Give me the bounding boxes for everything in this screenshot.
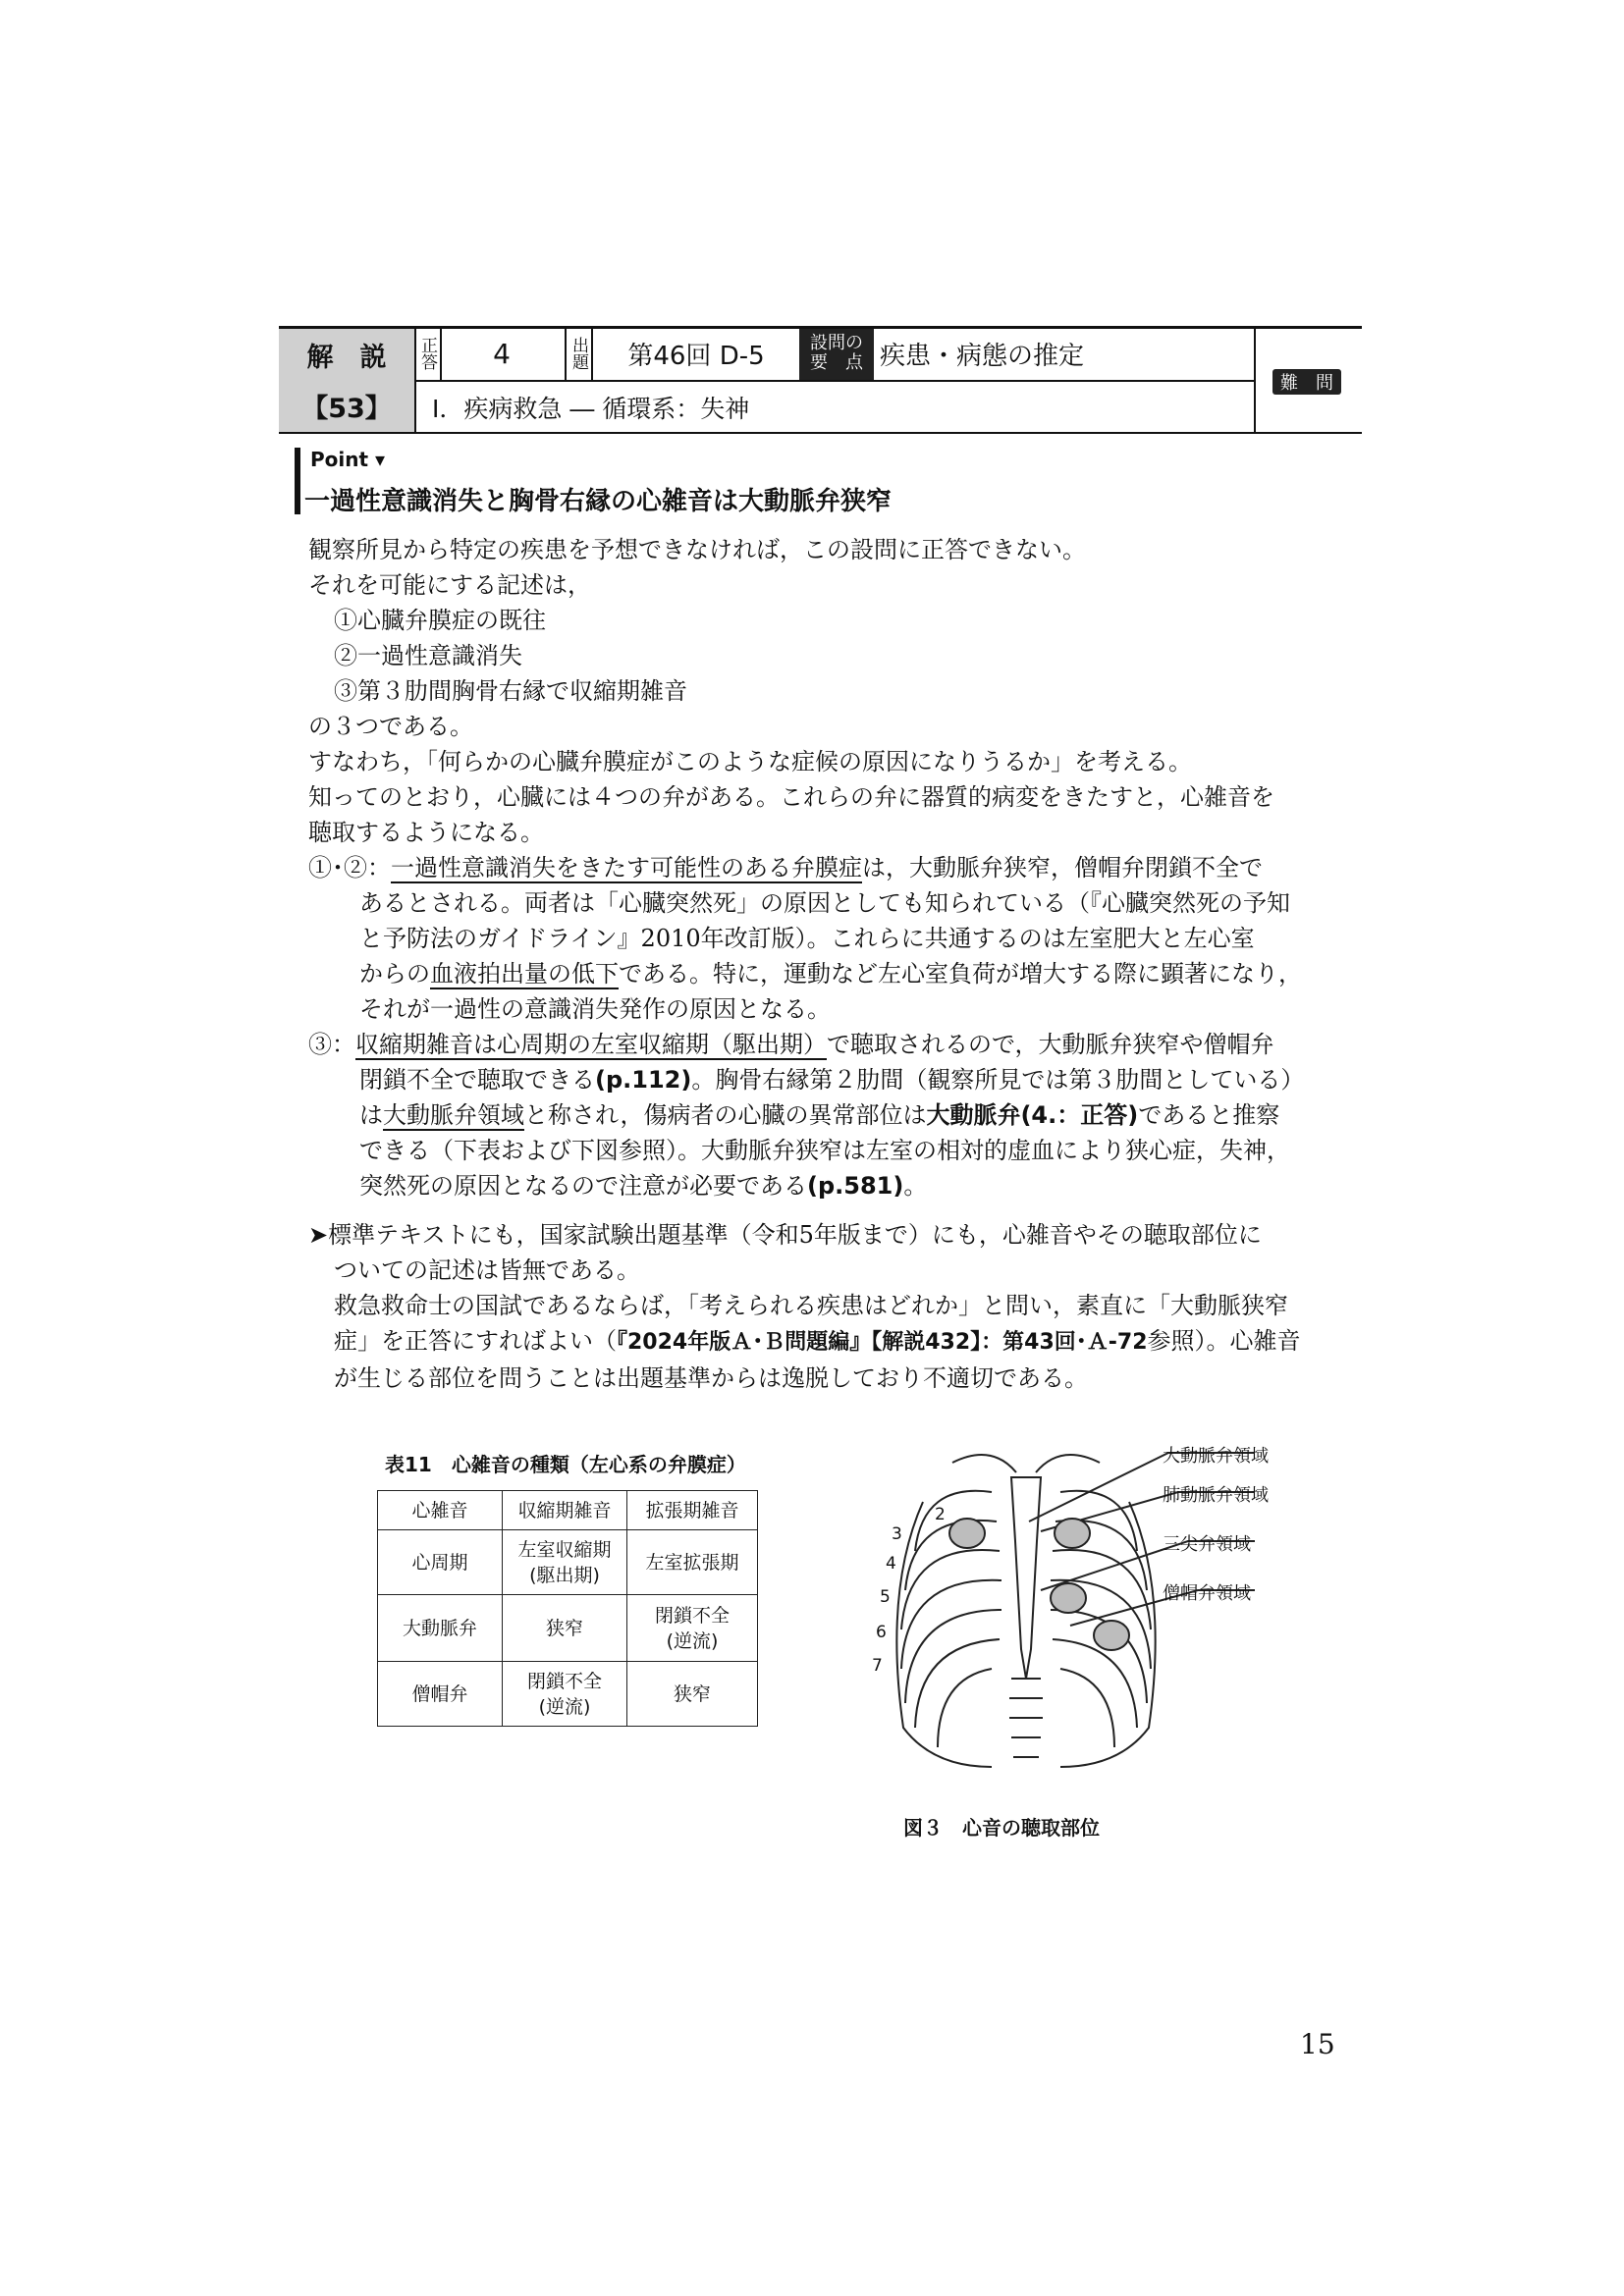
item-3-line: できる（下表および下図参照）。大動脈弁狭窄は左室の相対的虚血により狭心症，失神， [359, 1137, 1290, 1164]
pulmonary-area-marker [1055, 1519, 1090, 1548]
rib-left [901, 1580, 1001, 1669]
rib-number: 3 [892, 1524, 902, 1544]
intro-line: それを可能にする記述は， [308, 571, 591, 599]
intro-line: 観察所見から特定の疾患を予想できなければ，この設問に正答できない。 [308, 536, 1086, 563]
text-span: であると推察 [1138, 1101, 1280, 1129]
underlined-text: 血液拍出量の低下 [430, 960, 619, 988]
table-cell: 左室収縮期 (駆出期) [503, 1530, 627, 1595]
note-line: が生じる部位を問うことは出題基準からは逸脱しており不適切である。 [334, 1364, 1088, 1392]
topic: 疾患・病態の推定 [880, 341, 1085, 371]
setsumon-label: 設問の 要 点 [799, 326, 874, 381]
rib-right [1060, 1669, 1114, 1747]
header-vrule-2 [440, 326, 442, 381]
item-1-2-line [308, 850, 1349, 885]
finding-item: ③第３肋間胸骨右縁で収縮期雑音 [334, 677, 687, 705]
exam-id: 第46回 D-5 [627, 341, 765, 371]
label-mitral-area: 僧帽弁領域 [1163, 1583, 1251, 1604]
text-span: 症」を正答にすればよい（ [334, 1327, 617, 1355]
tricuspid-area-marker [1051, 1583, 1086, 1613]
text-span: 閉鎖不全で聴取できる [359, 1066, 595, 1094]
text-span: 突然死の原因となるので注意が必要である [359, 1172, 807, 1200]
question-number: 【53】 [301, 393, 392, 424]
note-line: 救急救命士の国試であるならば，「考えられる疾患はどれか」と問い，素直に「大動脈狭窄 [334, 1292, 1288, 1319]
item-marker: ①･②： [308, 854, 391, 881]
table-header-cell: 拡張期雑音 [627, 1491, 758, 1530]
note-line [308, 1323, 1359, 1361]
rib-1-left [952, 1455, 1016, 1472]
point-title: 一過性意識消失と胸骨右縁の心雑音は大動脈弁狭窄 [304, 487, 893, 516]
text-span: 。 [903, 1172, 928, 1200]
item-1-2-line: それが一過性の意識消失発作の原因となる。 [359, 995, 831, 1023]
note-line [308, 1217, 1359, 1253]
mitral-area-marker [1094, 1621, 1129, 1650]
arrow-icon: ➤ [308, 1221, 329, 1249]
difficulty-badge: 難 問 [1272, 369, 1341, 395]
text-span: である。特に，運動など左心室負荷が増大する際に顕著になり， [619, 960, 1302, 988]
table-cell: 大動脈弁 [378, 1595, 503, 1662]
table-cell: 左室拡張期 [627, 1530, 758, 1595]
intro-line: すなわち，「何らかの心臓弁膜症がこのような症候の原因になりうるか」を考える。 [308, 748, 1192, 775]
rib-number: 2 [935, 1505, 946, 1524]
intro-line: 知ってのとおり，心臓には４つの弁がある。これらの弁に器質的病変をきたすと，心雑音を [308, 783, 1274, 811]
item-3-line [308, 1097, 1349, 1133]
intro-line: の３つである。 [308, 713, 473, 740]
note-block [308, 1217, 1359, 1396]
text-span: は [359, 1101, 383, 1129]
item-3-line [308, 1168, 1349, 1203]
item-1-2 [308, 850, 1349, 1027]
table-header-cell: 収縮期雑音 [503, 1491, 627, 1530]
underlined-text: 大動脈弁領域 [383, 1101, 524, 1129]
finding-item: ②一過性意識消失 [334, 642, 522, 669]
point-bar [295, 448, 300, 514]
sternum [1011, 1477, 1041, 1679]
item-3-line [308, 1027, 1349, 1062]
header-vrule-1 [414, 326, 416, 434]
note-line: ついての記述は皆無である。 [334, 1256, 640, 1284]
rib-number: 5 [880, 1587, 891, 1607]
bold-answer: (4.：正答) [1020, 1101, 1139, 1129]
text-span: は，大動脈弁狭窄，僧帽弁閉鎖不全で [862, 854, 1263, 881]
text-span: 標準テキストにも，国家試験出題基準（令和5年版まで）にも，心雑音やその聴取部位に [328, 1221, 1262, 1249]
rib-left [915, 1639, 1000, 1728]
header-vrule-3 [565, 326, 567, 381]
table-cell: 狭窄 [627, 1662, 758, 1727]
answer-value: 4 [493, 337, 511, 370]
table-cell: 狭窄 [503, 1595, 627, 1662]
page-number: 15 [1300, 2028, 1335, 2060]
text-span: と称され，傷病者の心臓の異常部位は [524, 1101, 927, 1129]
aortic-area-marker [949, 1519, 985, 1548]
intro-line: 聴取するようになる。 [308, 819, 544, 846]
table-header-cell: 心雑音 [378, 1491, 503, 1530]
table-caption: 表11 心雑音の種類（左心系の弁膜症） [385, 1453, 746, 1476]
item-1-2-line [308, 956, 1349, 991]
rib-number: 7 [872, 1656, 883, 1676]
rib-left [938, 1669, 992, 1747]
item-1-2-line: と予防法のガイドライン』2010年改訂版）。これらに共通するのは左室肥大と左心室 [359, 925, 1255, 952]
label-tricuspid-area: 三尖弁領域 [1163, 1534, 1251, 1555]
category: Ⅰ．疾病救急 ― 循環系：失神 [432, 395, 750, 423]
rib-right [1053, 1639, 1137, 1728]
table-cell: 閉鎖不全 (逆流) [627, 1595, 758, 1662]
text-span: 。胸骨右縁第２肋間（観察所見では第３肋間としている） [691, 1066, 1305, 1094]
rib-1-right [1036, 1455, 1100, 1472]
text-span: 参照）。心雑音 [1147, 1327, 1301, 1355]
item-3 [308, 1027, 1349, 1203]
point-label: Point ▾ [310, 448, 386, 471]
rib-number: 4 [886, 1554, 896, 1574]
underlined-text: 一過性意識消失をきたす可能性のある弁膜症 [391, 854, 862, 881]
shutsudai-label: 出題 [568, 337, 588, 370]
item-3-line [308, 1062, 1349, 1097]
rib-left [901, 1550, 1000, 1629]
text-span: で聴取されるので，大動脈弁狭窄や僧帽弁 [827, 1031, 1274, 1058]
page-ref: (p.112) [595, 1066, 692, 1094]
spine [1009, 1679, 1043, 1757]
table-cell: 閉鎖不全 (逆流) [503, 1662, 627, 1727]
bold-answer: 大動脈弁 [926, 1101, 1021, 1129]
label-aortic-area: 大動脈弁領域 [1163, 1446, 1269, 1467]
header-vrule-5 [1254, 326, 1256, 434]
kaisetsu-label: 解 説 [306, 342, 387, 373]
book-ref: 『2024年版Ａ･Ｂ問題編』【解説432】：第43回･Ａ-72 [617, 1330, 1148, 1355]
header-mid-rule [414, 380, 1254, 382]
heart-murmur-table [377, 1490, 758, 1727]
seitou-label: 正答 [417, 337, 437, 370]
text-span: からの [359, 960, 430, 988]
rib-number: 6 [876, 1623, 887, 1642]
page-ref: (p.581) [807, 1172, 904, 1200]
header-table [279, 326, 1362, 434]
item-1-2-line: あるとされる。両者は「心臓突然死」の原因としても知られている（『心臓突然死の予知 [359, 889, 1290, 917]
finding-item: ①心臓弁膜症の既往 [334, 607, 546, 634]
intro-paragraph [308, 532, 1349, 850]
label-pulmonary-area: 肺動脈弁領域 [1163, 1485, 1269, 1506]
header-bottom-rule [279, 432, 1362, 434]
table-cell: 僧帽弁 [378, 1662, 503, 1727]
underlined-text: 収縮期雑音は心周期の左室収縮期（駆出期） [355, 1031, 827, 1058]
table-cell: 心周期 [378, 1530, 503, 1595]
item-marker: ③： [308, 1031, 355, 1058]
figure-caption: 図３ 心音の聴取部位 [903, 1816, 1100, 1840]
header-vrule-4 [591, 326, 593, 381]
